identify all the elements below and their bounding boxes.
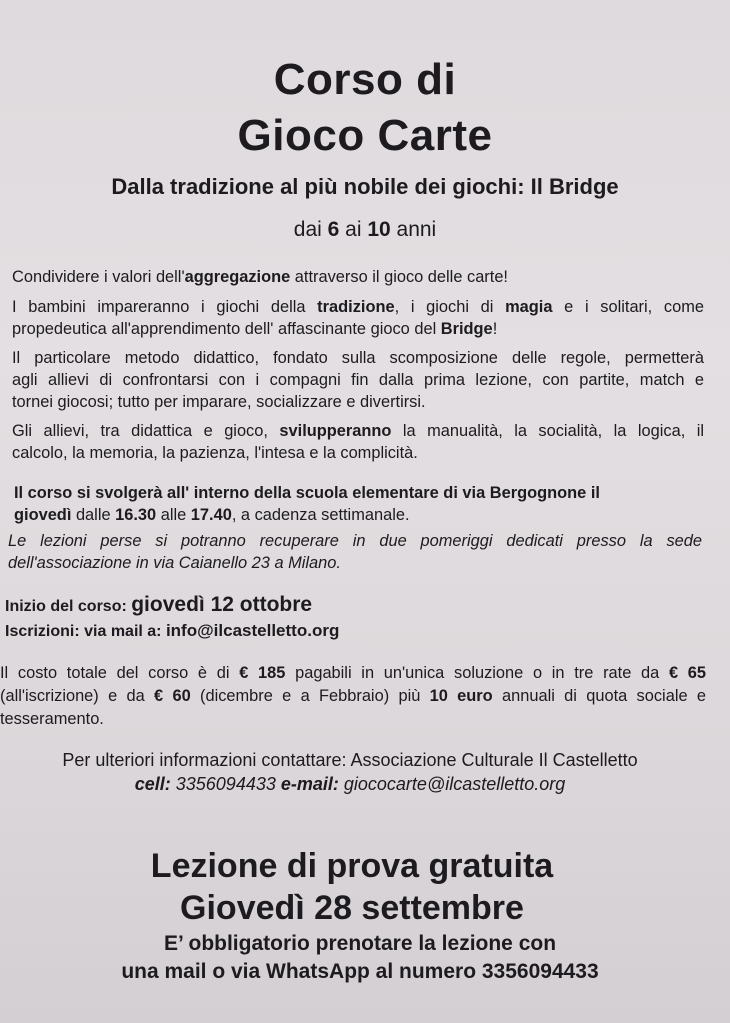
cost-first-rate: € 65 <box>668 664 707 682</box>
start-date: giovedì 12 ottobre <box>131 593 313 616</box>
course-start <box>5 593 312 617</box>
p3-line-2: agli allievi di confrontarsi con i compagni fin dalla prima lezione, con partite, match e <box>12 371 704 389</box>
p4-text-d: calcolo, la memoria, la pazienza, l'intesa e la complicità. <box>12 444 418 462</box>
booking-line-2: una mail o via WhatsApp al numero 3356094433 <box>121 960 599 983</box>
p5-giovedi: giovedì <box>14 506 72 524</box>
p2-text-h: ! <box>492 320 498 338</box>
age-from: 6 <box>327 218 340 241</box>
p3-line-3: tornei giocosi; tutto per imparare, socializzare e divertirsi. <box>12 393 426 411</box>
contact-cell-label: cell: <box>134 774 171 794</box>
title <box>0 52 730 164</box>
cost-text-g: (dicembre e a Febbraio) più <box>190 687 430 705</box>
p4-bold-svilupperanno: svilupperanno <box>279 422 392 440</box>
age-range <box>0 218 730 242</box>
p4-text-c: la manualità, la socialità, la logica, il <box>391 422 705 440</box>
p3-line-1: Il particolare metodo didattico, fondato sulla scomposizione delle regole, permetterà <box>12 349 704 367</box>
p5-time-start: 16.30 <box>115 506 157 524</box>
age-mid: ai <box>339 218 368 241</box>
paragraph-aggregation <box>12 266 704 288</box>
contact-info <box>0 748 700 796</box>
free-trial <box>0 845 704 929</box>
title-line-2: Gioco Carte <box>237 111 493 160</box>
contact-email: giococarte@ilcastelletto.org <box>338 774 566 794</box>
cost-text-a: Il costo totale del corso è di <box>0 664 240 682</box>
paragraph-location <box>14 482 654 526</box>
p5-cadenza: , a cadenza settimanale. <box>231 506 410 524</box>
booking-notice <box>0 930 720 986</box>
p5-alle: alle <box>156 506 191 524</box>
signup-info <box>5 621 339 641</box>
age-pre: dai <box>293 218 328 241</box>
p2-bold-bridge: Bridge <box>440 320 493 338</box>
trial-line-1: Lezione di prova gratuita <box>150 847 554 885</box>
p1-text-a: Condividere i valori dell' <box>12 268 185 286</box>
start-label: Inizio del corso: <box>5 598 132 615</box>
p5-time-end: 17.40 <box>190 506 232 524</box>
p2-bold-magia: magia <box>505 298 553 316</box>
p5-line-1: Il corso si svolgerà all' interno della scuola elementare di via Bergognone il <box>14 484 600 502</box>
paragraph-games <box>12 296 704 340</box>
paragraph-skills <box>12 420 704 464</box>
contact-line-1: Per ulteriori informazioni contattare: Associazione Culturale Il Castelletto <box>62 750 638 770</box>
cost-text-e: (all'iscrizione) e da <box>0 687 155 705</box>
p5-dalle: dalle <box>71 506 116 524</box>
paragraph-cost <box>0 662 706 731</box>
p2-text-a: I bambini impareranno i giochi della <box>12 298 318 316</box>
trial-date: Giovedì 28 settembre <box>180 889 524 927</box>
p1-text-c: attraverso il gioco delle carte! <box>290 268 508 286</box>
p2-text-f: propedeutica all'apprendimento dell' affascinante gioco del <box>12 320 441 338</box>
signup-email: info@ilcastelletto.org <box>165 621 340 640</box>
p1-bold-aggregazione: aggregazione <box>184 268 291 286</box>
cost-second-rate: € 60 <box>154 687 191 705</box>
p4-text-a: Gli allievi, tra didattica e gioco, <box>12 422 280 440</box>
p2-bold-tradizione: tradizione <box>317 298 395 316</box>
p6-line-2: dell'associazione in via Caianello 23 a Milano. <box>8 554 341 572</box>
age-to: 10 <box>367 218 391 241</box>
paragraph-method <box>12 347 704 413</box>
cost-text-j: tesseramento. <box>0 710 104 728</box>
cost-text-i: annuali di quota sociale e <box>492 687 706 705</box>
booking-line-1: E’ obbligatorio prenotare la lezione con <box>163 932 557 955</box>
subtitle: Dalla tradizione al più nobile dei giochi: Il Bridge <box>111 174 619 199</box>
p2-text-e: e i solitari, come <box>552 298 704 316</box>
p6-line-1: Le lezioni perse si potranno recuperare in due pomeriggi dedicati presso la sede <box>8 532 702 550</box>
contact-cell: 3356094433 <box>170 774 281 794</box>
cost-fee: 10 euro <box>429 687 493 705</box>
age-post: anni <box>390 218 437 241</box>
cost-total: € 185 <box>239 664 286 682</box>
p2-text-c: , i giochi di <box>394 298 506 316</box>
paragraph-recovery <box>8 530 702 574</box>
cost-text-c: pagabili in un'unica soluzione o in tre rate da <box>285 664 669 682</box>
contact-email-label: e-mail: <box>280 774 339 794</box>
signup-label: Iscrizioni: via mail a: <box>5 623 166 640</box>
title-line-1: Corso di <box>273 55 457 104</box>
